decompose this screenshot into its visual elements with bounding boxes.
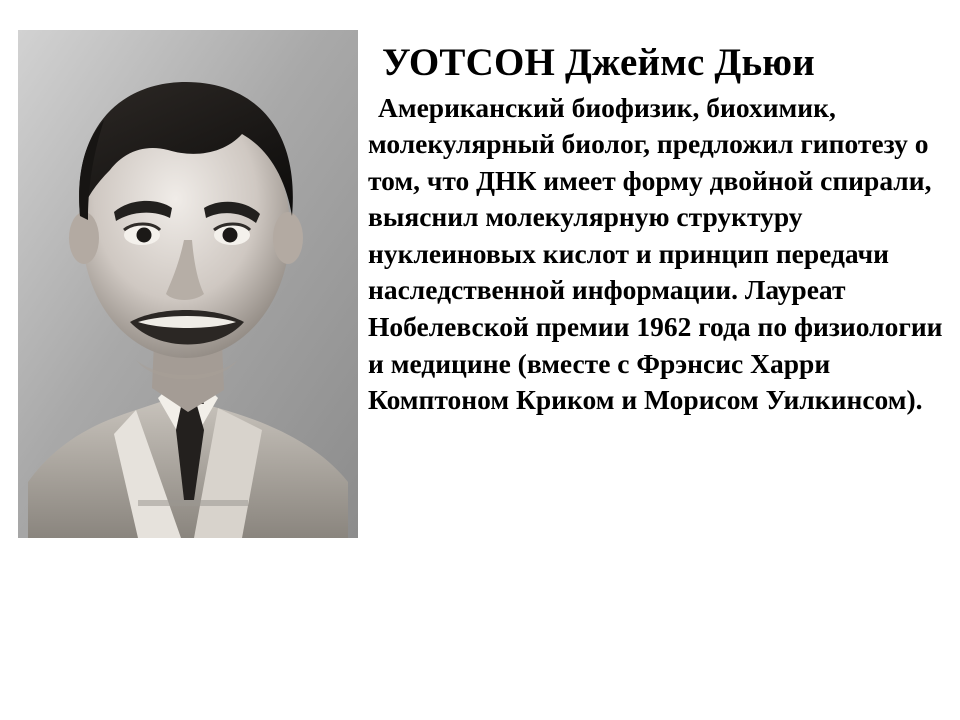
page-title: УОТСОН Джеймс Дьюи: [382, 41, 815, 84]
portrait-image: [18, 30, 358, 538]
text-block: [368, 40, 946, 419]
biography-paragraph: Американский биофизик, биохимик, молекулярный биолог, предложил гипотезу о том, что ДНК имеет форму двойной спирали, выяснил молекулярную структуру нуклеиновых кислот и принцип передачи наследственной информации. Лауреат Нобелевской премии 1962 года по физиологии и медицине (вместе с Фрэнсис Харри Комптоном Криком и Морисом Уилкинсом).: [368, 91, 943, 416]
portrait-illustration: [18, 30, 358, 538]
